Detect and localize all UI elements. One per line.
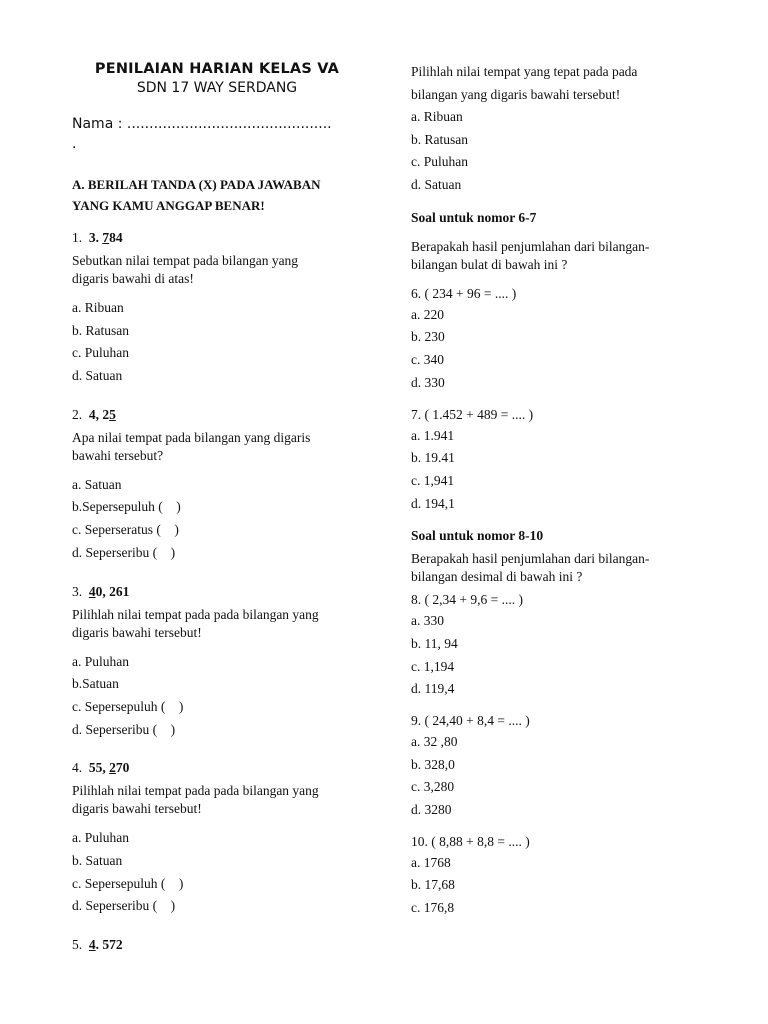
option[interactable]: a. 1.941 <box>411 427 455 443</box>
option[interactable]: d. Satuan <box>411 177 462 193</box>
question-4-value <box>89 760 130 775</box>
q2-underlined-digit: 5 <box>109 406 116 422</box>
option[interactable]: c. 340 <box>411 352 444 368</box>
option[interactable]: d. 3280 <box>411 802 452 818</box>
question-2-value <box>89 407 116 422</box>
group-8-10-heading: Soal untuk nomor 8-10 <box>411 528 544 544</box>
question-2-number <box>72 407 362 423</box>
q5-post: . 572 <box>95 937 123 952</box>
q1-post: 84 <box>109 230 123 245</box>
question-7-text: 7. ( 1.452 + 489 = .... ) <box>411 406 534 422</box>
question-4-num: 4. <box>72 760 83 776</box>
group-6-7-heading: Soal untuk nomor 6-7 <box>411 209 537 225</box>
question-1 <box>72 230 362 388</box>
option[interactable]: b. 11, 94 <box>411 635 458 651</box>
q1-text-line1: Sebutkan nilai tempat pada bilangan yang <box>72 253 299 268</box>
question-3-options <box>72 651 362 742</box>
right-column <box>411 60 701 920</box>
question-8-options <box>411 610 701 701</box>
section-a-line2: YANG KAMU ANGGAP BENAR! <box>72 198 265 213</box>
question-4-options <box>72 827 362 918</box>
option[interactable]: d. 194,1 <box>411 495 455 511</box>
question-10-options <box>411 852 701 920</box>
question-1-num: 1. <box>72 230 83 245</box>
option[interactable]: b. Satuan <box>72 852 123 868</box>
option[interactable]: a. 330 <box>411 613 444 629</box>
question-1-options <box>72 297 362 388</box>
option[interactable]: a. Puluhan <box>72 653 129 669</box>
q5-underlined-digit: 4 <box>88 937 96 952</box>
question-4-text <box>72 782 362 818</box>
left-column <box>72 60 362 953</box>
question-9-options <box>411 731 701 822</box>
q3-text-line2: digaris bawahi tersebut! <box>72 624 202 640</box>
option[interactable]: a. Ribuan <box>411 109 463 124</box>
option[interactable]: c. 1,194 <box>411 658 455 674</box>
q1-pre: 3. <box>88 230 103 245</box>
question-5-value <box>89 937 123 952</box>
q2-text-line1: Apa nilai tempat pada bilangan yang digaris <box>72 429 311 445</box>
option[interactable]: b. 328,0 <box>411 756 455 772</box>
section-a-instruction <box>72 174 362 216</box>
question-3-num: 3. <box>72 583 83 599</box>
group-6-7-line1: Berapakah hasil penjumlahan dari bilangan- <box>411 238 650 254</box>
question-6-options <box>411 304 701 395</box>
question-5-options <box>411 106 701 197</box>
question-3-text <box>72 606 362 642</box>
option[interactable]: b.Satuan <box>72 676 119 692</box>
q5-text-line1: Pilihlah nilai tempat yang tepat pada pada <box>411 64 638 79</box>
question-3 <box>72 584 362 742</box>
option[interactable]: a. Ribuan <box>72 300 124 315</box>
option[interactable]: b. 17,68 <box>411 877 455 893</box>
q3-post: 0, 261 <box>95 583 130 599</box>
option[interactable]: a. Satuan <box>72 476 122 492</box>
question-10-text: 10. ( 8,88 + 8,8 = .... ) <box>411 833 530 849</box>
q3-text-line1: Pilihlah nilai tempat pada pada bilangan yang <box>72 606 319 622</box>
option[interactable]: a. 32 ,80 <box>411 734 458 749</box>
group-8-10-line1: Berapakah hasil penjumlahan dari bilangan- <box>411 551 650 567</box>
q4-pre: 55, <box>88 760 110 776</box>
option[interactable]: c. Puluhan <box>411 154 468 170</box>
section-a-line1: A. BERILAH TANDA (X) PADA JAWABAN <box>72 177 321 192</box>
question-2 <box>72 407 362 565</box>
option[interactable]: d. Seperseribu ( ) <box>72 544 176 560</box>
option[interactable]: b.Sepersepuluh ( ) <box>72 499 181 515</box>
option[interactable]: b. 19.41 <box>411 450 455 466</box>
question-3-number <box>72 584 362 600</box>
option[interactable]: d. Satuan <box>72 368 123 384</box>
q1-underlined-digit: 7 <box>102 230 110 245</box>
option[interactable]: d. Seperseribu ( ) <box>72 721 176 737</box>
option[interactable]: c. Sepersepuluh ( ) <box>72 698 184 714</box>
question-1-text <box>72 252 362 288</box>
group-8-10-line2: bilangan desimal di bawah ini ? <box>411 569 583 585</box>
option[interactable]: c. Seperseratus ( ) <box>72 522 179 538</box>
option[interactable]: a. 220 <box>411 306 444 322</box>
option[interactable]: d. Seperseribu ( ) <box>72 898 176 914</box>
question-6-text: 6. ( 234 + 96 = .... ) <box>411 285 517 301</box>
page-title: PENILAIAN HARIAN KELAS VA <box>94 61 340 77</box>
q5-text-line2: bilangan yang digaris bawahi tersebut! <box>411 87 621 102</box>
question-2-text <box>72 429 362 465</box>
question-1-value <box>89 230 123 245</box>
question-3-value <box>89 584 130 599</box>
q1-text-line2: digaris bawahi di atas! <box>72 271 194 286</box>
school-name: SDN 17 WAY SERDANG <box>136 80 298 96</box>
group-6-7-instruction <box>411 238 701 274</box>
option[interactable]: d. 119,4 <box>411 681 455 697</box>
question-4 <box>72 760 362 918</box>
option[interactable]: c. 176,8 <box>411 900 455 916</box>
option[interactable]: d. 330 <box>411 374 445 390</box>
question-2-options <box>72 474 362 565</box>
name-label: Nama : .............................................. <box>72 116 332 132</box>
name-dot: . <box>72 136 77 152</box>
group-8-10-instruction <box>411 550 701 586</box>
option[interactable]: c. Puluhan <box>72 345 129 361</box>
question-5 <box>72 937 362 953</box>
q4-post: 70 <box>115 760 130 776</box>
option[interactable]: b. 230 <box>411 329 445 345</box>
question-1-number <box>72 230 362 246</box>
option[interactable]: a. Puluhan <box>72 830 129 846</box>
q2-text-line2: bawahi tersebut? <box>72 447 164 463</box>
question-2-num: 2. <box>72 406 83 422</box>
q4-text-line2: digaris bawahi tersebut! <box>72 801 202 817</box>
question-5-num: 5. <box>72 937 83 952</box>
option[interactable]: c. Sepersepuluh ( ) <box>72 875 184 891</box>
question-7-options <box>411 425 701 516</box>
question-5-number <box>72 937 362 953</box>
name-field <box>72 114 362 154</box>
q4-text-line1: Pilihlah nilai tempat pada pada bilangan yang <box>72 783 319 799</box>
option[interactable]: b. Ratusan <box>72 322 129 338</box>
q2-pre: 4, 2 <box>88 406 110 422</box>
option[interactable]: c. 1,941 <box>411 472 455 488</box>
option[interactable]: a. 1768 <box>411 854 451 870</box>
question-9-text: 9. ( 24,40 + 8,4 = .... ) <box>411 713 530 728</box>
option[interactable]: b. Ratusan <box>411 131 468 147</box>
group-6-7-line2: bilangan bulat di bawah ini ? <box>411 256 568 272</box>
question-8-text: 8. ( 2,34 + 9,6 = .... ) <box>411 592 523 608</box>
q3-underlined-digit: 4 <box>88 583 96 599</box>
option[interactable]: c. 3,280 <box>411 779 455 795</box>
question-5-text <box>411 60 701 106</box>
question-4-number <box>72 760 362 776</box>
q4-underlined-digit: 2 <box>109 760 116 776</box>
